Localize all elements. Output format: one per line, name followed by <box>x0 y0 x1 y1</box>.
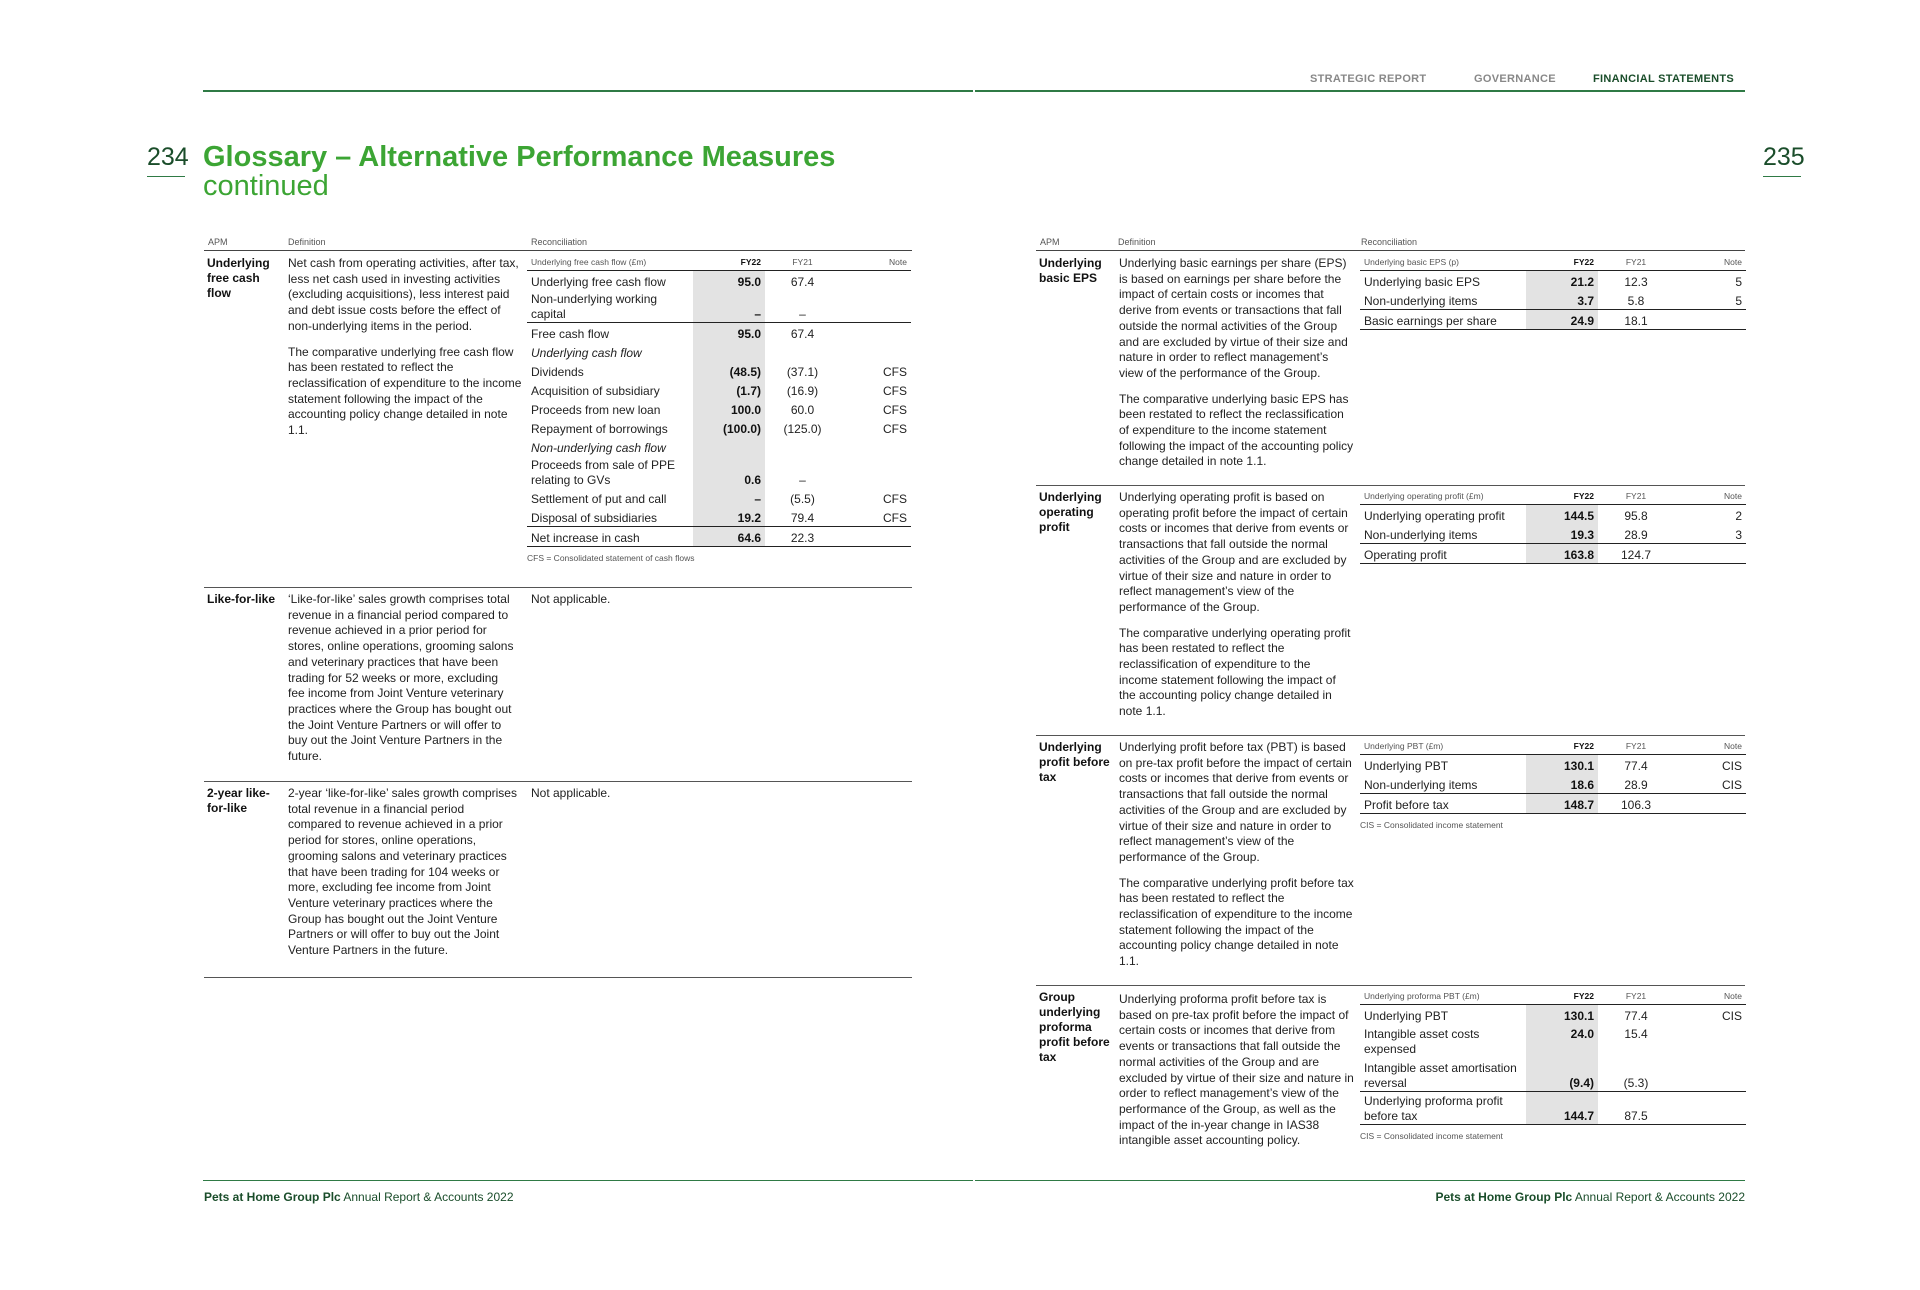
note-value <box>840 437 911 456</box>
footnote-cis: CIS = Consolidated income statement <box>1360 1131 1503 1141</box>
section-rule <box>204 587 912 588</box>
table-header-row <box>1360 254 1746 271</box>
row-label: Underlying PBT <box>1364 759 1449 773</box>
fy22-value: 0.6 <box>693 456 765 488</box>
row-label: Basic earnings per share <box>1360 310 1526 330</box>
table-basic-eps <box>1360 254 1746 330</box>
footer-rule-left <box>203 1180 973 1181</box>
fy21-value: 18.1 <box>1598 310 1674 330</box>
header-definition-left: Definition <box>288 237 326 247</box>
fy21-value: 77.4 <box>1624 1009 1648 1023</box>
fy21-value: (5.5) <box>790 492 815 506</box>
table-row <box>527 380 911 399</box>
table-row <box>527 488 911 507</box>
table-row <box>1360 755 1746 775</box>
table-title: Underlying PBT (£m) <box>1360 738 1526 755</box>
table-title: Underlying free cash flow (£m) <box>527 254 693 271</box>
footer-report: Annual Report & Accounts 2022 <box>1574 1190 1745 1204</box>
fy22-value: – <box>693 290 765 323</box>
table-row <box>1360 271 1746 291</box>
row-label: Non-underlying items <box>1364 528 1478 542</box>
definition-proforma-profit-before-tax <box>1119 992 1355 1159</box>
row-label: Underlying proforma profit before tax <box>1360 1092 1526 1125</box>
fy22-value: 24.9 <box>1526 310 1598 330</box>
table-header-row <box>1360 988 1746 1005</box>
fy21-value: – <box>799 473 806 487</box>
definition-text: Underlying profit before tax (PBT) is based on pre-tax profit before the impact of certain costs or incomes that derive from events or transactions that fall outside the normal activities of the Group and are excluded by virtue of their size and nature in order to reflect management’s view of the performance of the Group. <box>1119 740 1352 864</box>
row-label: Underlying basic EPS <box>1364 275 1481 289</box>
fy22-value: (100.0) <box>693 418 765 437</box>
fy21-value: 67.4 <box>790 275 815 289</box>
reconciliation-free-cash-flow <box>527 254 911 563</box>
apm-2-year-like-for-like: 2-year like-for-like <box>207 786 270 815</box>
row-label: Non-underlying cash flow <box>531 441 666 455</box>
row-label: Underlying operating profit <box>1364 509 1505 523</box>
note-value: CFS <box>883 365 907 379</box>
note-value <box>840 323 911 343</box>
apm-like-for-like: Like-for-like <box>207 592 276 606</box>
note-value: CIS <box>1721 1009 1742 1023</box>
apm-proforma-profit-before-tax: Group underlying proforma profit before tax <box>1039 990 1110 1064</box>
fy22-value: – <box>693 488 765 507</box>
fy21-value: 12.3 <box>1624 275 1648 289</box>
top-rule-left <box>203 90 973 92</box>
col-fy22: FY22 <box>693 254 765 271</box>
table-header-row <box>527 254 911 271</box>
fy21-value: 5.8 <box>1627 294 1645 308</box>
fy22-value: (1.7) <box>693 380 765 399</box>
table-row <box>1360 794 1746 814</box>
fy22-value: 3.7 <box>1526 290 1598 310</box>
reconciliation-operating-profit <box>1360 488 1746 564</box>
fy21-value: 95.8 <box>1624 509 1648 523</box>
note-value <box>1674 1092 1746 1125</box>
table-row <box>527 271 911 291</box>
fy21-value: 79.4 <box>790 511 815 525</box>
fy21-value: 28.9 <box>1624 528 1648 542</box>
definition-basic-eps <box>1119 256 1355 480</box>
header-rule-left <box>204 250 912 251</box>
fy21-value: (16.9) <box>786 384 819 398</box>
fy22-value: (48.5) <box>693 361 765 380</box>
apm-profit-before-tax: Underlying profit before tax <box>1039 740 1110 784</box>
table-row <box>1360 290 1746 310</box>
header-apm-left: APM <box>208 237 228 247</box>
fy21-value: 124.7 <box>1598 544 1674 564</box>
table-operating-profit <box>1360 488 1746 564</box>
definition-text: The comparative underlying profit before tax has been restated to reflect the reclassification of expenditure to the income statement following the impact of the accounting policy change detailed in note 1.1. <box>1119 875 1354 969</box>
fy22-value: 24.0 <box>1526 1024 1598 1059</box>
definition-2-year-like-for-like <box>288 786 520 969</box>
note-value: 5 <box>1735 275 1742 289</box>
fy22-value <box>693 437 765 456</box>
col-fy21: FY21 <box>1598 738 1674 755</box>
page-title: Glossary – Alternative Performance Measures <box>203 141 836 173</box>
fy21-value <box>765 342 840 361</box>
fy21-value: (125.0) <box>783 422 822 436</box>
top-rule-right <box>975 90 1745 92</box>
row-label: Intangible asset amortisation reversal <box>1364 1061 1517 1090</box>
section-rule <box>1036 985 1745 986</box>
section-rule <box>204 781 912 782</box>
fy22-value: 100.0 <box>693 399 765 418</box>
definition-text: Underlying operating profit is based on operating profit before the impact of certain costs or incomes that derive from events or transactions that fall outside the normal activities of the Group and are excluded by virtue of their size and nature in order to reflect management’s view of the performance of the Group. <box>1119 490 1349 614</box>
fy22-value: 64.6 <box>693 527 765 547</box>
row-label: Underlying cash flow <box>531 346 642 360</box>
row-label: Profit before tax <box>1360 794 1526 814</box>
table-row <box>527 399 911 418</box>
footnote-cis: CIS = Consolidated income statement <box>1360 820 1503 830</box>
definition-text: The comparative underlying free cash flow has been restated to reflect the reclassification of expenditure to the income statement following the impact of the accounting policy change detailed in note 1.1. <box>288 344 522 438</box>
definition-text: Underlying basic earnings per share (EPS) is based on earnings per share before the impact of certain costs or incomes that derive from events or transactions that fall outside the normal activities of the Group and are excluded by virtue of their size and nature in order to reflect management’s view of the performance of the Group. <box>1119 256 1348 380</box>
col-fy22: FY22 <box>1526 254 1598 271</box>
col-note: Note <box>1674 488 1746 505</box>
table-profit-before-tax <box>1360 738 1746 814</box>
footer-right <box>1436 1190 1746 1204</box>
reconciliation-basic-eps <box>1360 254 1746 330</box>
section-rule <box>1036 485 1745 486</box>
page-subtitle: continued <box>203 170 329 202</box>
reconciliation-2-year-like-for-like: Not applicable. <box>531 786 611 800</box>
page-number-rule-right <box>1763 176 1801 177</box>
note-value <box>840 527 911 547</box>
note-value <box>1674 794 1746 814</box>
row-label: Proceeds from new loan <box>531 403 661 417</box>
note-value <box>840 342 911 361</box>
definition-operating-profit <box>1119 490 1351 730</box>
fy21-value: 87.5 <box>1598 1092 1674 1125</box>
page-number-rule-left <box>147 176 185 177</box>
table-row <box>1360 1024 1746 1059</box>
fy21-value: 106.3 <box>1598 794 1674 814</box>
apm-basic-eps: Underlying basic EPS <box>1039 256 1102 285</box>
row-label: Underlying PBT <box>1364 1009 1449 1023</box>
note-value <box>840 271 911 291</box>
reconciliation-proforma-profit-before-tax <box>1360 988 1746 1141</box>
row-label: Disposal of subsidiaries <box>531 511 658 525</box>
header-reconciliation-left: Reconciliation <box>531 237 588 247</box>
row-label: Dividends <box>531 365 584 379</box>
footer-company: Pets at Home Group Plc <box>1435 1190 1573 1204</box>
table-header-row <box>1360 488 1746 505</box>
reconciliation-like-for-like: Not applicable. <box>531 592 611 606</box>
table-title: Underlying basic EPS (p) <box>1360 254 1526 271</box>
table-row <box>1360 1092 1746 1125</box>
note-value: CFS <box>883 384 907 398</box>
fy21-value: 22.3 <box>765 527 840 547</box>
col-fy21: FY21 <box>1598 254 1674 271</box>
fy22-value: 163.8 <box>1526 544 1598 564</box>
table-row <box>527 527 911 547</box>
definition-text: Underlying proforma profit before tax is based on pre-tax profit before the impact of certain costs or incomes that derive from events or transactions that fall outside the normal activities of the Group and are excluded by virtue of their size and nature in order to reflect management’s view of the performance of the Group, as well as the impact of the in-year change in IAS38 intangible asset accounting policy. <box>1119 992 1354 1148</box>
header-definition-right: Definition <box>1118 237 1156 247</box>
definition-like-for-like <box>288 592 518 775</box>
apm-operating-profit: Underlying operating profit <box>1039 490 1102 534</box>
note-value: CIS <box>1721 778 1742 792</box>
fy22-value: 144.7 <box>1526 1092 1598 1125</box>
col-fy22: FY22 <box>1526 738 1598 755</box>
fy21-value: 77.4 <box>1624 759 1648 773</box>
fy22-value: 148.7 <box>1526 794 1598 814</box>
row-label: Operating profit <box>1360 544 1526 564</box>
row-label: Free cash flow <box>527 323 693 343</box>
row-label: Repayment of borrowings <box>531 422 668 436</box>
row-label: Non-underlying items <box>1364 778 1478 792</box>
definition-text: Net cash from operating activities, after tax, less net cash used in investing activities (excluding acquisitions), less interest paid and debt issue costs before the effect of non-underlying items in the period. <box>288 256 519 333</box>
row-label: Non-underlying working capital <box>531 292 658 321</box>
table-row <box>1360 544 1746 564</box>
table-row <box>1360 1059 1746 1092</box>
col-fy22: FY22 <box>1526 988 1598 1005</box>
row-label: Settlement of put and call <box>531 492 667 506</box>
fy21-value: (5.3) <box>1623 1076 1649 1090</box>
fy21-value <box>765 437 840 456</box>
definition-text: ‘Like-for-like’ sales growth comprises total revenue in a financial period compared to revenue achieved in a prior period for stores, online operations, grooming salons and veterinary practices that have been trading for 52 weeks or more, excluding fee income from Joint Venture veterinary practices where the Group has bought out the Joint Venture Partners or will offer to buy out the Joint Venture Partners in the future. <box>288 592 514 764</box>
table-row <box>527 342 911 361</box>
note-value: CIS <box>1721 759 1742 773</box>
fy22-value: (9.4) <box>1526 1059 1598 1092</box>
col-note: Note <box>840 254 911 271</box>
note-value <box>1674 1024 1746 1059</box>
note-value: CFS <box>883 511 907 525</box>
table-row <box>1360 774 1746 794</box>
definition-text: 2-year ‘like-for-like’ sales growth comprises total revenue in a financial period compared to revenue achieved in a prior period for stores, online operations, grooming salons and veterinary practices that have been trading for 104 weeks or more, excluding fee income from Joint Venture veterinary practices where the Group has bought out the Joint Venture Partners or will offer to buy out the Joint Venture Partners in the future. <box>288 786 517 958</box>
note-value <box>840 456 911 488</box>
note-value <box>1674 1059 1746 1092</box>
table-row <box>1360 310 1746 330</box>
nav-financial-statements[interactable]: FINANCIAL STATEMENTS <box>1593 73 1735 85</box>
note-value: CFS <box>883 422 907 436</box>
col-fy21: FY21 <box>765 254 840 271</box>
fy21-value: – <box>799 307 806 321</box>
note-value <box>840 290 911 323</box>
row-label: Underlying free cash flow <box>531 275 666 289</box>
section-rule <box>204 977 912 978</box>
fy21-value: (37.1) <box>786 365 819 379</box>
fy22-value: 19.3 <box>1526 524 1598 544</box>
header-reconciliation-right: Reconciliation <box>1361 237 1418 247</box>
note-value: 3 <box>1735 528 1742 542</box>
definition-free-cash-flow <box>288 256 524 449</box>
note-value <box>1674 310 1746 330</box>
table-title: Underlying proforma PBT (£m) <box>1360 988 1526 1005</box>
reconciliation-profit-before-tax <box>1360 738 1746 830</box>
nav-strategic-report[interactable]: STRATEGIC REPORT <box>1310 73 1427 85</box>
note-value: 5 <box>1735 294 1742 308</box>
definition-profit-before-tax <box>1119 740 1355 980</box>
table-row <box>527 361 911 380</box>
table-row <box>527 456 911 488</box>
col-note: Note <box>1674 738 1746 755</box>
table-row <box>1360 505 1746 525</box>
fy22-value: 130.1 <box>1526 1005 1598 1025</box>
fy22-value <box>693 342 765 361</box>
fy22-value: 130.1 <box>1526 755 1598 775</box>
table-row <box>527 507 911 527</box>
note-value: 2 <box>1735 509 1742 523</box>
col-fy21: FY21 <box>1598 988 1674 1005</box>
definition-text: The comparative underlying operating profit has been restated to reflect the reclassification of expenditure to the income statement following the impact of the accounting policy change detailed in note 1.1. <box>1119 625 1351 719</box>
table-row <box>527 418 911 437</box>
row-label: Acquisition of subsidiary <box>531 384 660 398</box>
table-row <box>1360 524 1746 544</box>
row-label: Proceeds from sale of PPE relating to GVs <box>531 458 676 487</box>
table-header-row <box>1360 738 1746 755</box>
fy22-value: 21.2 <box>1526 271 1598 291</box>
footnote-cfs: CFS = Consolidated statement of cash flows <box>527 553 695 563</box>
fy21-value: 15.4 <box>1624 1027 1648 1041</box>
table-title: Underlying operating profit (£m) <box>1360 488 1526 505</box>
fy21-value: 67.4 <box>765 323 840 343</box>
footer-report: Annual Report & Accounts 2022 <box>343 1190 514 1204</box>
footer-rule-right <box>975 1180 1745 1181</box>
fy21-value: 60.0 <box>790 403 815 417</box>
table-free-cash-flow <box>527 254 911 547</box>
row-label: Non-underlying items <box>1364 294 1478 308</box>
table-row <box>527 437 911 456</box>
definition-text: The comparative underlying basic EPS has been restated to reflect the reclassification of expenditure to the income statement following the impact of the accounting policy change detailed in note 1.1. <box>1119 391 1354 469</box>
col-fy22: FY22 <box>1526 488 1598 505</box>
fy22-value: 95.0 <box>693 323 765 343</box>
table-row <box>527 323 911 343</box>
fy22-value: 19.2 <box>693 507 765 527</box>
note-value: CFS <box>883 403 907 417</box>
page-number-left: 234 <box>147 143 189 171</box>
section-rule <box>1036 735 1745 736</box>
col-fy21: FY21 <box>1598 488 1674 505</box>
note-value: CFS <box>883 492 907 506</box>
table-row <box>1360 1005 1746 1025</box>
fy21-value: 28.9 <box>1624 778 1648 792</box>
col-note: Note <box>1674 254 1746 271</box>
col-note: Note <box>1674 988 1746 1005</box>
page-number-right: 235 <box>1763 143 1805 171</box>
note-value <box>1674 544 1746 564</box>
table-row <box>527 290 911 323</box>
apm-free-cash-flow: Underlying free cash flow <box>207 256 270 300</box>
header-apm-right: APM <box>1040 237 1060 247</box>
row-label: Net increase in cash <box>527 527 693 547</box>
fy22-value: 144.5 <box>1526 505 1598 525</box>
row-label: Intangible asset costs expensed <box>1364 1027 1480 1056</box>
nav-governance[interactable]: GOVERNANCE <box>1474 73 1556 85</box>
header-rule-right <box>1036 250 1745 251</box>
fy22-value: 18.6 <box>1526 774 1598 794</box>
fy22-value: 95.0 <box>693 271 765 291</box>
footer-left <box>204 1190 514 1204</box>
footer-company: Pets at Home Group Plc <box>204 1190 341 1204</box>
table-proforma-profit-before-tax <box>1360 988 1746 1125</box>
